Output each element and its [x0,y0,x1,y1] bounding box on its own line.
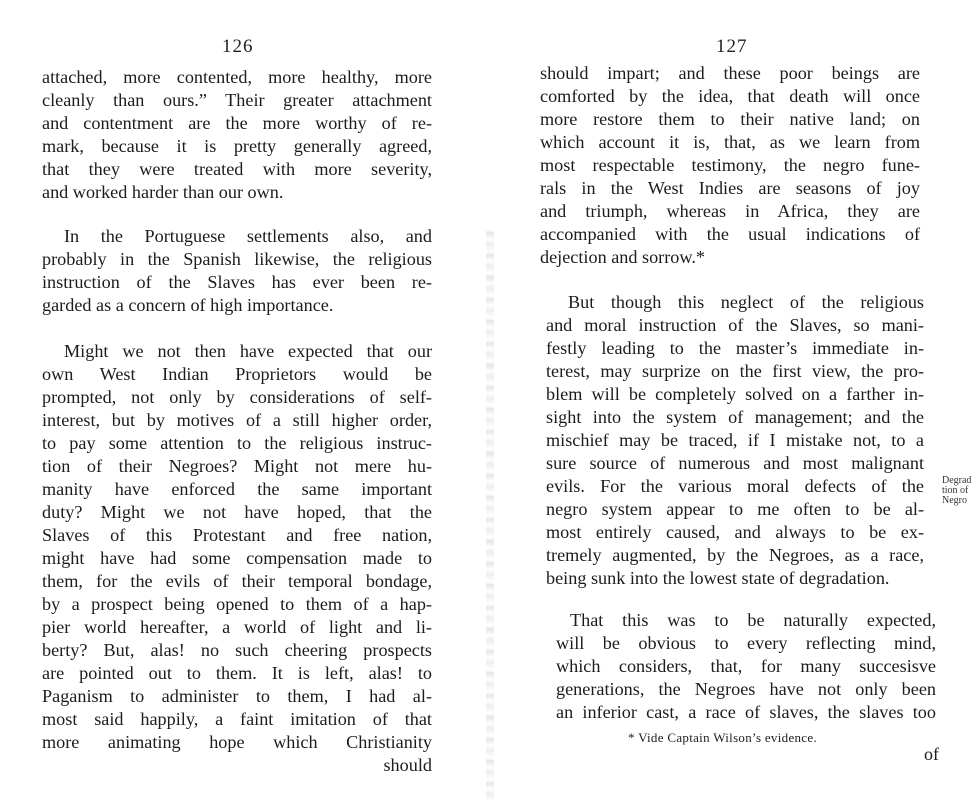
text-line: to pay some attention to the religious instruc- [42,433,432,453]
text-line: cleanly than ours.” Their greater attachment [42,90,432,110]
text-line: That this was to be naturally expected, [570,610,936,630]
text-line: festly leading to the master’s immediate in- [546,338,924,358]
text-line: duty? Might we not have hoped, that the [42,502,432,522]
text-line: most respectable testimony, the negro fune- [540,155,920,175]
text-line: prompted, not only by considerations of self- [42,387,432,407]
text-line: attached, more contented, more healthy, more [42,67,432,87]
paragraph [556,609,936,724]
text-line: might have had some compensation made to [42,548,432,568]
text-line: mark, because it is pretty generally agreed, [42,136,432,156]
text-line: them, for the evils of their temporal bondage, [42,571,432,591]
text-line: and triumph, whereas in Africa, they are [540,201,920,221]
text-line: tion of their Negroes? Might not mere hu- [42,456,432,476]
text-line: most entirely caused, and always to be ex- [546,522,924,542]
paragraph [42,340,432,777]
text-line: more animating hope which Christianity [42,732,432,752]
text-line: garded as a concern of high importance. [42,295,334,315]
paragraph [42,66,432,204]
text-line: which account it is, that, as we learn from [540,132,920,152]
text-line: sure source of numerous and most malignant [546,453,924,473]
text-line: that they were treated with more severity, [42,159,432,179]
text-line: rals in the West Indies are seasons of joy [540,178,920,198]
text-line: dejection and sorrow.* [540,247,705,267]
text-line: pier world hereafter, a world of light and li- [42,617,432,637]
paragraph [42,225,432,317]
text-line: negro system appear to me often to be al- [546,499,924,519]
marginal-note [942,476,980,506]
text-line: tremely augmented, by the Negroes, as a race, [546,545,924,565]
page-number: 127 [716,36,748,57]
text-line: In the Portuguese settlements also, and [64,226,432,246]
text-line: probably in the Spanish likewise, the religious [42,249,432,269]
text-line: and contentment are the more worthy of re- [42,113,432,133]
footnote: * Vide Captain Wilson’s evidence. [628,730,817,745]
marginal-note-line: Degrad [942,476,972,486]
text-line: which considers, that, for many succesisve [556,656,936,676]
text-line: by a prospect being opened to them of a hap- [42,594,432,614]
text-line: are pointed out to them. It is left, alas! to [42,663,432,683]
text-line: and worked harder than our own. [42,182,284,202]
text-line: more restore them to their native land; on [540,109,920,129]
right-page [490,0,980,812]
text-line: and moral instruction of the Slaves, so mani- [546,315,924,335]
catchword: should [383,755,432,775]
text-line: interest, but by motives of a still higher order, [42,410,432,430]
text-line: most said happily, a faint imitation of that [42,709,432,729]
paragraph [540,62,920,269]
text-line: Might we not then have expected that our [64,341,432,361]
text-line: own West Indian Proprietors would be [42,364,432,384]
text-line: Slaves of this Protestant and free nation, [42,525,432,545]
text-line: being sunk into the lowest state of degradation. [546,568,890,588]
catchword: of [924,744,939,764]
text-line: evils. For the various moral defects of the [546,476,924,496]
paragraph [546,291,924,590]
marginal-note-line: Negro [942,495,967,506]
text-line: terest, may surprize on the first view, the pro- [546,361,924,381]
text-line: berty? But, alas! no such cheering prospects [42,640,432,660]
text-line: But though this neglect of the religious [568,292,924,312]
text-line: mischief may be traced, if I mistake not, to a [546,430,924,450]
text-line: will be obvious to every reflecting mind, [556,633,936,653]
text-line: manity have enforced the same important [42,479,432,499]
text-line: should impart; and these poor beings are [540,63,920,83]
text-line: accompanied with the usual indications of [540,224,920,244]
text-line: Paganism to administer to them, I had al- [42,686,432,706]
page-number: 126 [222,36,254,57]
text-line: generations, the Negroes have not only been [556,679,936,699]
marginal-note-line: tion of [942,485,969,496]
text-line: an inferior cast, a race of slaves, the slaves too [556,702,936,722]
text-line: instruction of the Slaves has ever been re- [42,272,432,292]
text-line: sight into the system of management; and the [546,407,924,427]
text-line: comforted by the idea, that death will once [540,86,920,106]
text-line: blem will be completely solved on a farther in- [546,384,924,404]
